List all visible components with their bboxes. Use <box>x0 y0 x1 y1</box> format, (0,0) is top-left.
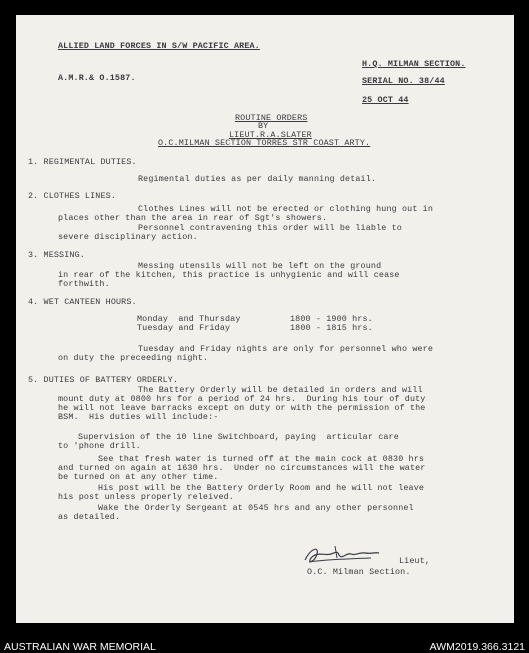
section-3-line: in rear of the kitchen, this practice is unhygienic and will cease <box>58 270 400 280</box>
section-5-line: BSM. His duties will include:- <box>58 412 219 422</box>
header-left-title: ALLIED LAND FORCES IN S/W PACIFIC AREA. <box>58 41 260 51</box>
footer-institution: AUSTRALIAN WAR MEMORIAL <box>4 641 156 653</box>
title-by: BY <box>258 121 269 131</box>
header-unit: H.Q. MILMAN SECTION. <box>362 59 466 69</box>
footer-accession: AWM2019.366.3121 <box>429 641 525 653</box>
document-page <box>16 15 514 623</box>
section-5-line: See that fresh water is turned off at the main cock at 0830 hrs <box>98 454 425 464</box>
section-5-heading: 5. DUTIES OF BATTERY ORDERLY. <box>28 375 179 385</box>
section-5-line: be turned on at any other time. <box>58 472 219 482</box>
section-3-line: forthwith. <box>58 279 110 289</box>
section-2-line: Clothes Lines will not be erected or clothing hung out in <box>138 204 434 214</box>
section-5-line: to 'phone drill. <box>58 441 141 451</box>
canteen-hours: 1800 - 1815 hrs. <box>290 323 373 333</box>
header-date: 25 OCT 44 <box>362 95 409 105</box>
section-5-line: His post will be the Battery Orderly Room and he will not leave <box>98 483 425 493</box>
section-5-line: as detailed. <box>58 512 121 522</box>
section-4-line: on duty the preceeding night. <box>58 353 209 363</box>
section-5-line: The Battery Orderly will be detailed in orders and will <box>138 385 423 395</box>
section-4-line: Tuesday and Friday nights are only for personnel who were <box>138 344 434 354</box>
section-2-heading: 2. CLOTHES LINES. <box>28 191 116 201</box>
section-5-line: mount duty at 0800 hrs for a period of 24 hrs. During his tour of duty <box>58 394 426 404</box>
title-officer: LIEUT.R.A.SLATER <box>229 130 312 140</box>
header-serial: SERIAL NO. 38/44 <box>362 76 445 86</box>
section-4-heading: 4. WET CANTEEN HOURS. <box>28 297 137 307</box>
section-5-line: Wake the Orderly Sergeant at 0545 hrs and any other personnel <box>98 503 414 513</box>
section-5-line: he will not leave barracks except on duty or with the permission of the <box>58 403 426 413</box>
section-5-line: Supervision of the 10 line Switchboard, paying articular care <box>78 432 399 442</box>
canteen-hours: 1800 - 1900 hrs. <box>290 314 373 324</box>
title-command: O.C.MILMAN SECTION TORRES STR COAST ARTY. <box>158 138 371 148</box>
section-3-heading: 3. MESSING. <box>28 250 85 260</box>
section-2-line: places other than the area in rear of Sgt's showers. <box>58 213 328 223</box>
section-5-line: and turned on again at 1630 hrs. Under no circumstances will the water <box>58 463 426 473</box>
section-2-line: severe disciplinary action. <box>58 232 198 242</box>
title-routine-orders: ROUTINE ORDERS <box>235 113 308 123</box>
section-3-line: Messing utensils will not be left on the ground <box>138 261 382 271</box>
canteen-days: Tuesday and Friday <box>137 323 231 333</box>
signature-rank: Lieut, <box>399 556 431 566</box>
section-5-line: his post unless properly releived. <box>58 492 234 502</box>
section-1-line: Regimental duties as per daily manning detail. <box>138 174 377 184</box>
section-2-line: Personnel contravening this order will be liable to <box>138 223 402 233</box>
section-1-heading: 1. REGIMENTAL DUTIES. <box>28 157 137 167</box>
handwritten-signature <box>301 542 391 568</box>
canteen-days: Monday and Thursday <box>137 314 241 324</box>
header-amr-ref: A.M.R.& O.1587. <box>58 73 136 83</box>
signature-title: O.C. Milman Section. <box>307 567 411 577</box>
